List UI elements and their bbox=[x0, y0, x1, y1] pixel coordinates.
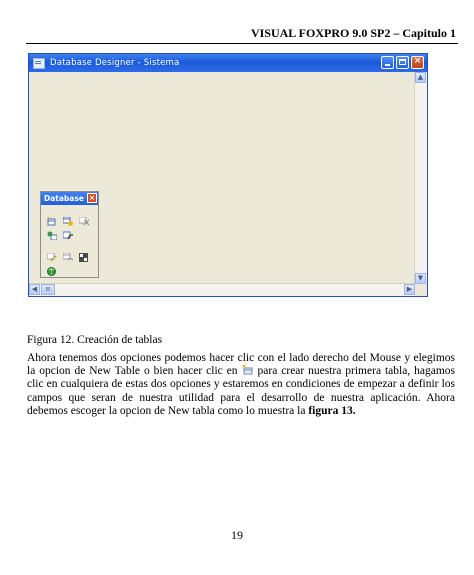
scroll-up-button[interactable]: ▲ bbox=[415, 72, 426, 83]
vertical-scrollbar[interactable] bbox=[414, 72, 427, 284]
scroll-corner bbox=[415, 284, 427, 296]
add-table-icon[interactable] bbox=[63, 213, 73, 222]
database-toolbar bbox=[40, 191, 99, 278]
scroll-down-button[interactable]: ▼ bbox=[415, 273, 426, 284]
header-divider bbox=[26, 43, 458, 44]
body-paragraph bbox=[27, 352, 455, 418]
page-header: VISUAL FOXPRO 9.0 SP2 – Capitulo 1 bbox=[250, 26, 456, 40]
close-icon: × bbox=[413, 56, 422, 66]
page-number: 19 bbox=[231, 528, 243, 542]
window-controls bbox=[381, 56, 424, 69]
database-toolbar-title: Database bbox=[44, 194, 84, 203]
maximize-icon bbox=[399, 59, 406, 65]
database-designer-icon bbox=[33, 58, 45, 69]
remove-table-icon[interactable] bbox=[79, 213, 89, 222]
scroll-left-button[interactable]: ◀ bbox=[29, 284, 40, 295]
window-titlebar[interactable] bbox=[29, 54, 427, 72]
new-remote-view-icon[interactable] bbox=[47, 227, 57, 236]
database-designer-window bbox=[28, 53, 428, 297]
minimize-button[interactable] bbox=[381, 56, 394, 69]
maximize-button[interactable] bbox=[396, 56, 409, 69]
edit-stored-procedures-icon[interactable] bbox=[79, 249, 89, 258]
connections-icon[interactable] bbox=[47, 263, 57, 272]
new-local-view-icon[interactable] bbox=[63, 227, 73, 236]
paragraph-text-after: para crear nuestra primera tabla, hagamos clic en cualquiera de estas dos opciones y estaremos en condiciones de empezar a definir los campos que seran de nuestra utilidad para el desarrollo de nuestra aplicación. Ahora debemos escoger la opcion de New tabla como lo muestra la bbox=[27, 365, 455, 417]
new-table-icon bbox=[242, 365, 254, 375]
database-toolbar-titlebar[interactable] bbox=[41, 192, 98, 205]
modify-table-icon[interactable] bbox=[47, 249, 57, 258]
figure-reference: figura 13. bbox=[308, 404, 356, 417]
figure-caption: Figura 12. Creación de tablas bbox=[27, 334, 163, 346]
window-title: Database Designer - Sistema bbox=[50, 58, 180, 68]
new-table-icon[interactable] bbox=[47, 213, 57, 222]
horizontal-scrollbar[interactable] bbox=[29, 283, 415, 296]
toolbar-close-button[interactable]: × bbox=[87, 193, 97, 203]
browse-table-icon[interactable] bbox=[63, 249, 73, 258]
close-button[interactable] bbox=[411, 56, 424, 69]
scroll-right-button[interactable]: ▶ bbox=[404, 284, 415, 295]
scroll-thumb[interactable]: ≡ bbox=[41, 284, 55, 295]
paragraph-text-before: Ahora tenemos dos opciones podemos hacer clic con el lado derecho del Mouse y elegimos la opcion de New Table o bien hacer clic en bbox=[27, 352, 455, 378]
minimize-icon bbox=[385, 64, 390, 66]
